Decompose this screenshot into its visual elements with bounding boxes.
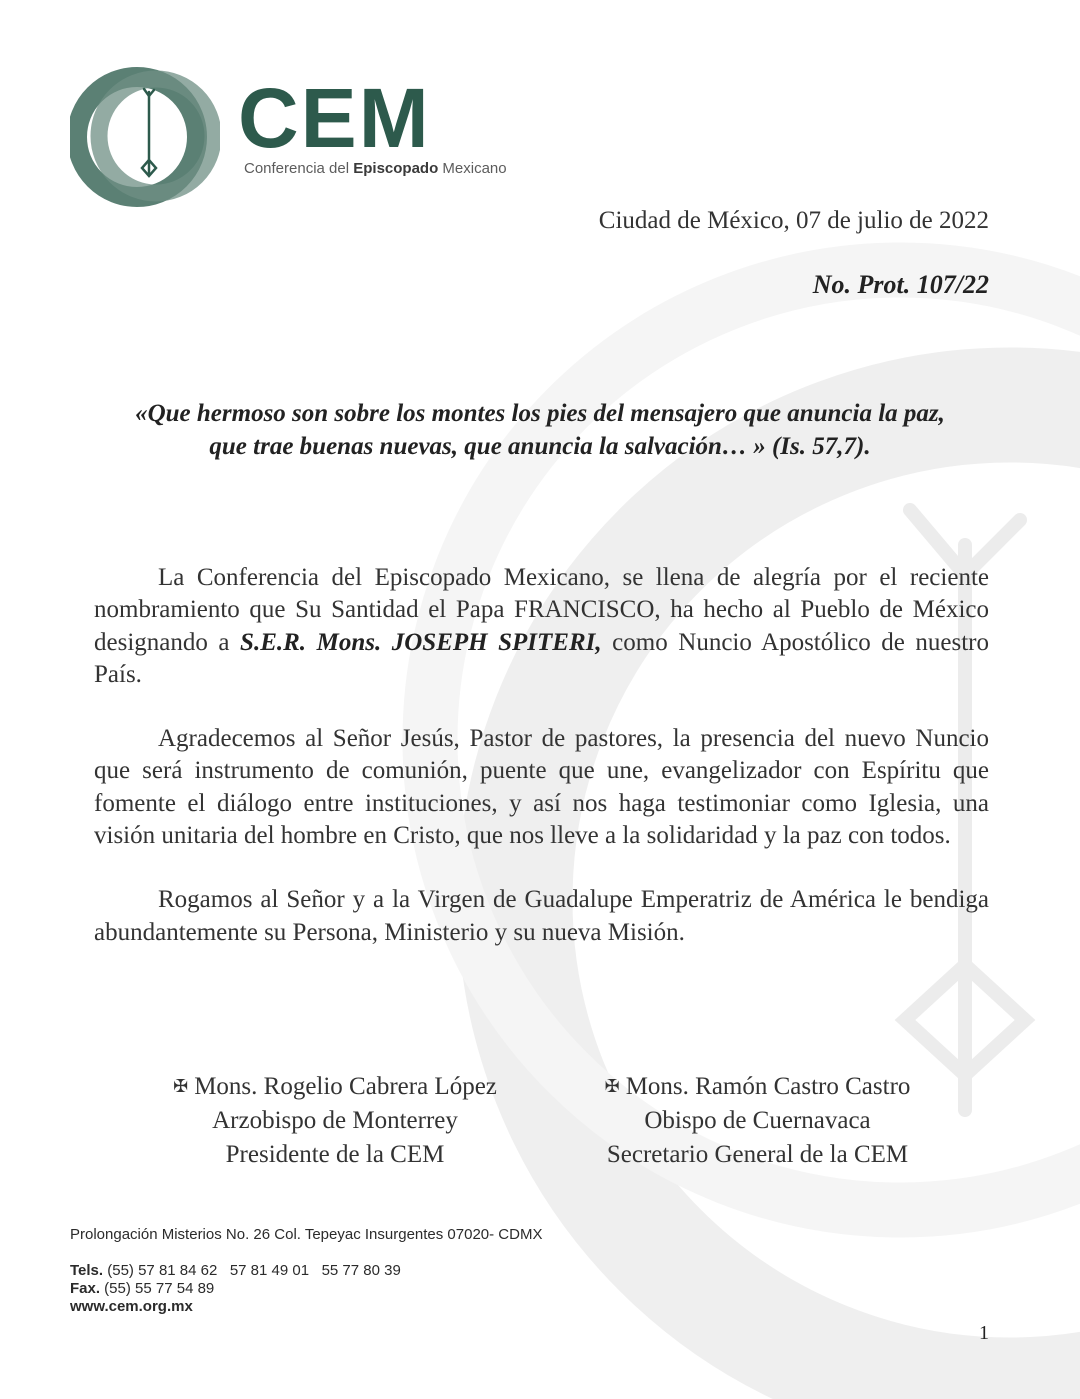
bible-quote	[80, 397, 1000, 463]
footer-tels: Tels. (55) 57 81 84 62 57 81 49 01 55 77 80 39	[70, 1262, 401, 1279]
footer-address: Prolongación Misterios No. 26 Col. Tepeyac Insurgentes 07020- CDMX	[70, 1226, 543, 1243]
page-number: 1	[979, 1322, 989, 1344]
document-date: Ciudad de México, 07 de julio de 2022	[598, 207, 989, 234]
signer-position: Secretario General de la CEM	[606, 1141, 909, 1168]
quote-line-1: «Que hermoso son sobre los montes los pies del mensajero que anuncia la paz,	[135, 400, 945, 427]
cross-icon: ✠	[173, 1076, 189, 1097]
brand-subtitle: Conferencia del Episcopado Mexicano	[244, 160, 507, 177]
cross-icon: ✠	[604, 1076, 620, 1097]
paragraph-1: La Conferencia del Episcopado Mexicano, se llena de alegría por el reciente nombramiento que Su Santidad el Papa FRANCISCO, ha hecho al Pueblo de México designando a S.E.R. Mons. JOSEPH SPITERI, como Nuncio Apostólico de nuestro País.	[94, 564, 990, 688]
signer-name: Mons. Ramón Castro Castro	[625, 1073, 911, 1100]
brand-name: CEM	[238, 71, 431, 165]
paragraph-3: Rogamos al Señor y a la Virgen de Guadalupe Emperatriz de América le bendiga abundantemente su Persona, Ministerio y su nueva Misión.	[94, 886, 989, 946]
signer-position: Presidente de la CEM	[225, 1141, 445, 1168]
protocol-number: No. Prot. 107/22	[812, 270, 989, 299]
footer-fax: Fax. (55) 55 77 54 89	[70, 1280, 215, 1297]
paragraph-2: Agradecemos al Señor Jesús, Pastor de pastores, la presencia del nuevo Nuncio que será instrumento de comunión, puente que une, evangelizador con Espíritu que fomente el diálogo entre instituciones, y así nos haga testimoniar como Iglesia, una visión unitaria del hombre en Cristo, que nos lleve a la solidaridad y la paz con todos.	[94, 725, 989, 850]
signer-role: Obispo de Cuernavaca	[644, 1107, 871, 1134]
letter-body	[94, 562, 989, 981]
signature-president	[150, 1070, 520, 1172]
signer-role: Arzobispo de Monterrey	[212, 1107, 458, 1134]
signer-name: Mons. Rogelio Cabrera López	[194, 1073, 497, 1100]
nuncio-name: S.E.R. Mons. JOSEPH SPITERI,	[240, 628, 602, 656]
footer-contact	[70, 1226, 542, 1316]
signature-secretary	[575, 1070, 940, 1172]
cem-logo-icon	[70, 62, 220, 212]
quote-line-2: que trae buenas nuevas, que anuncia la salvación… » (Is. 57,7).	[209, 433, 871, 460]
footer-website-link[interactable]: www.cem.org.mx	[70, 1298, 193, 1315]
